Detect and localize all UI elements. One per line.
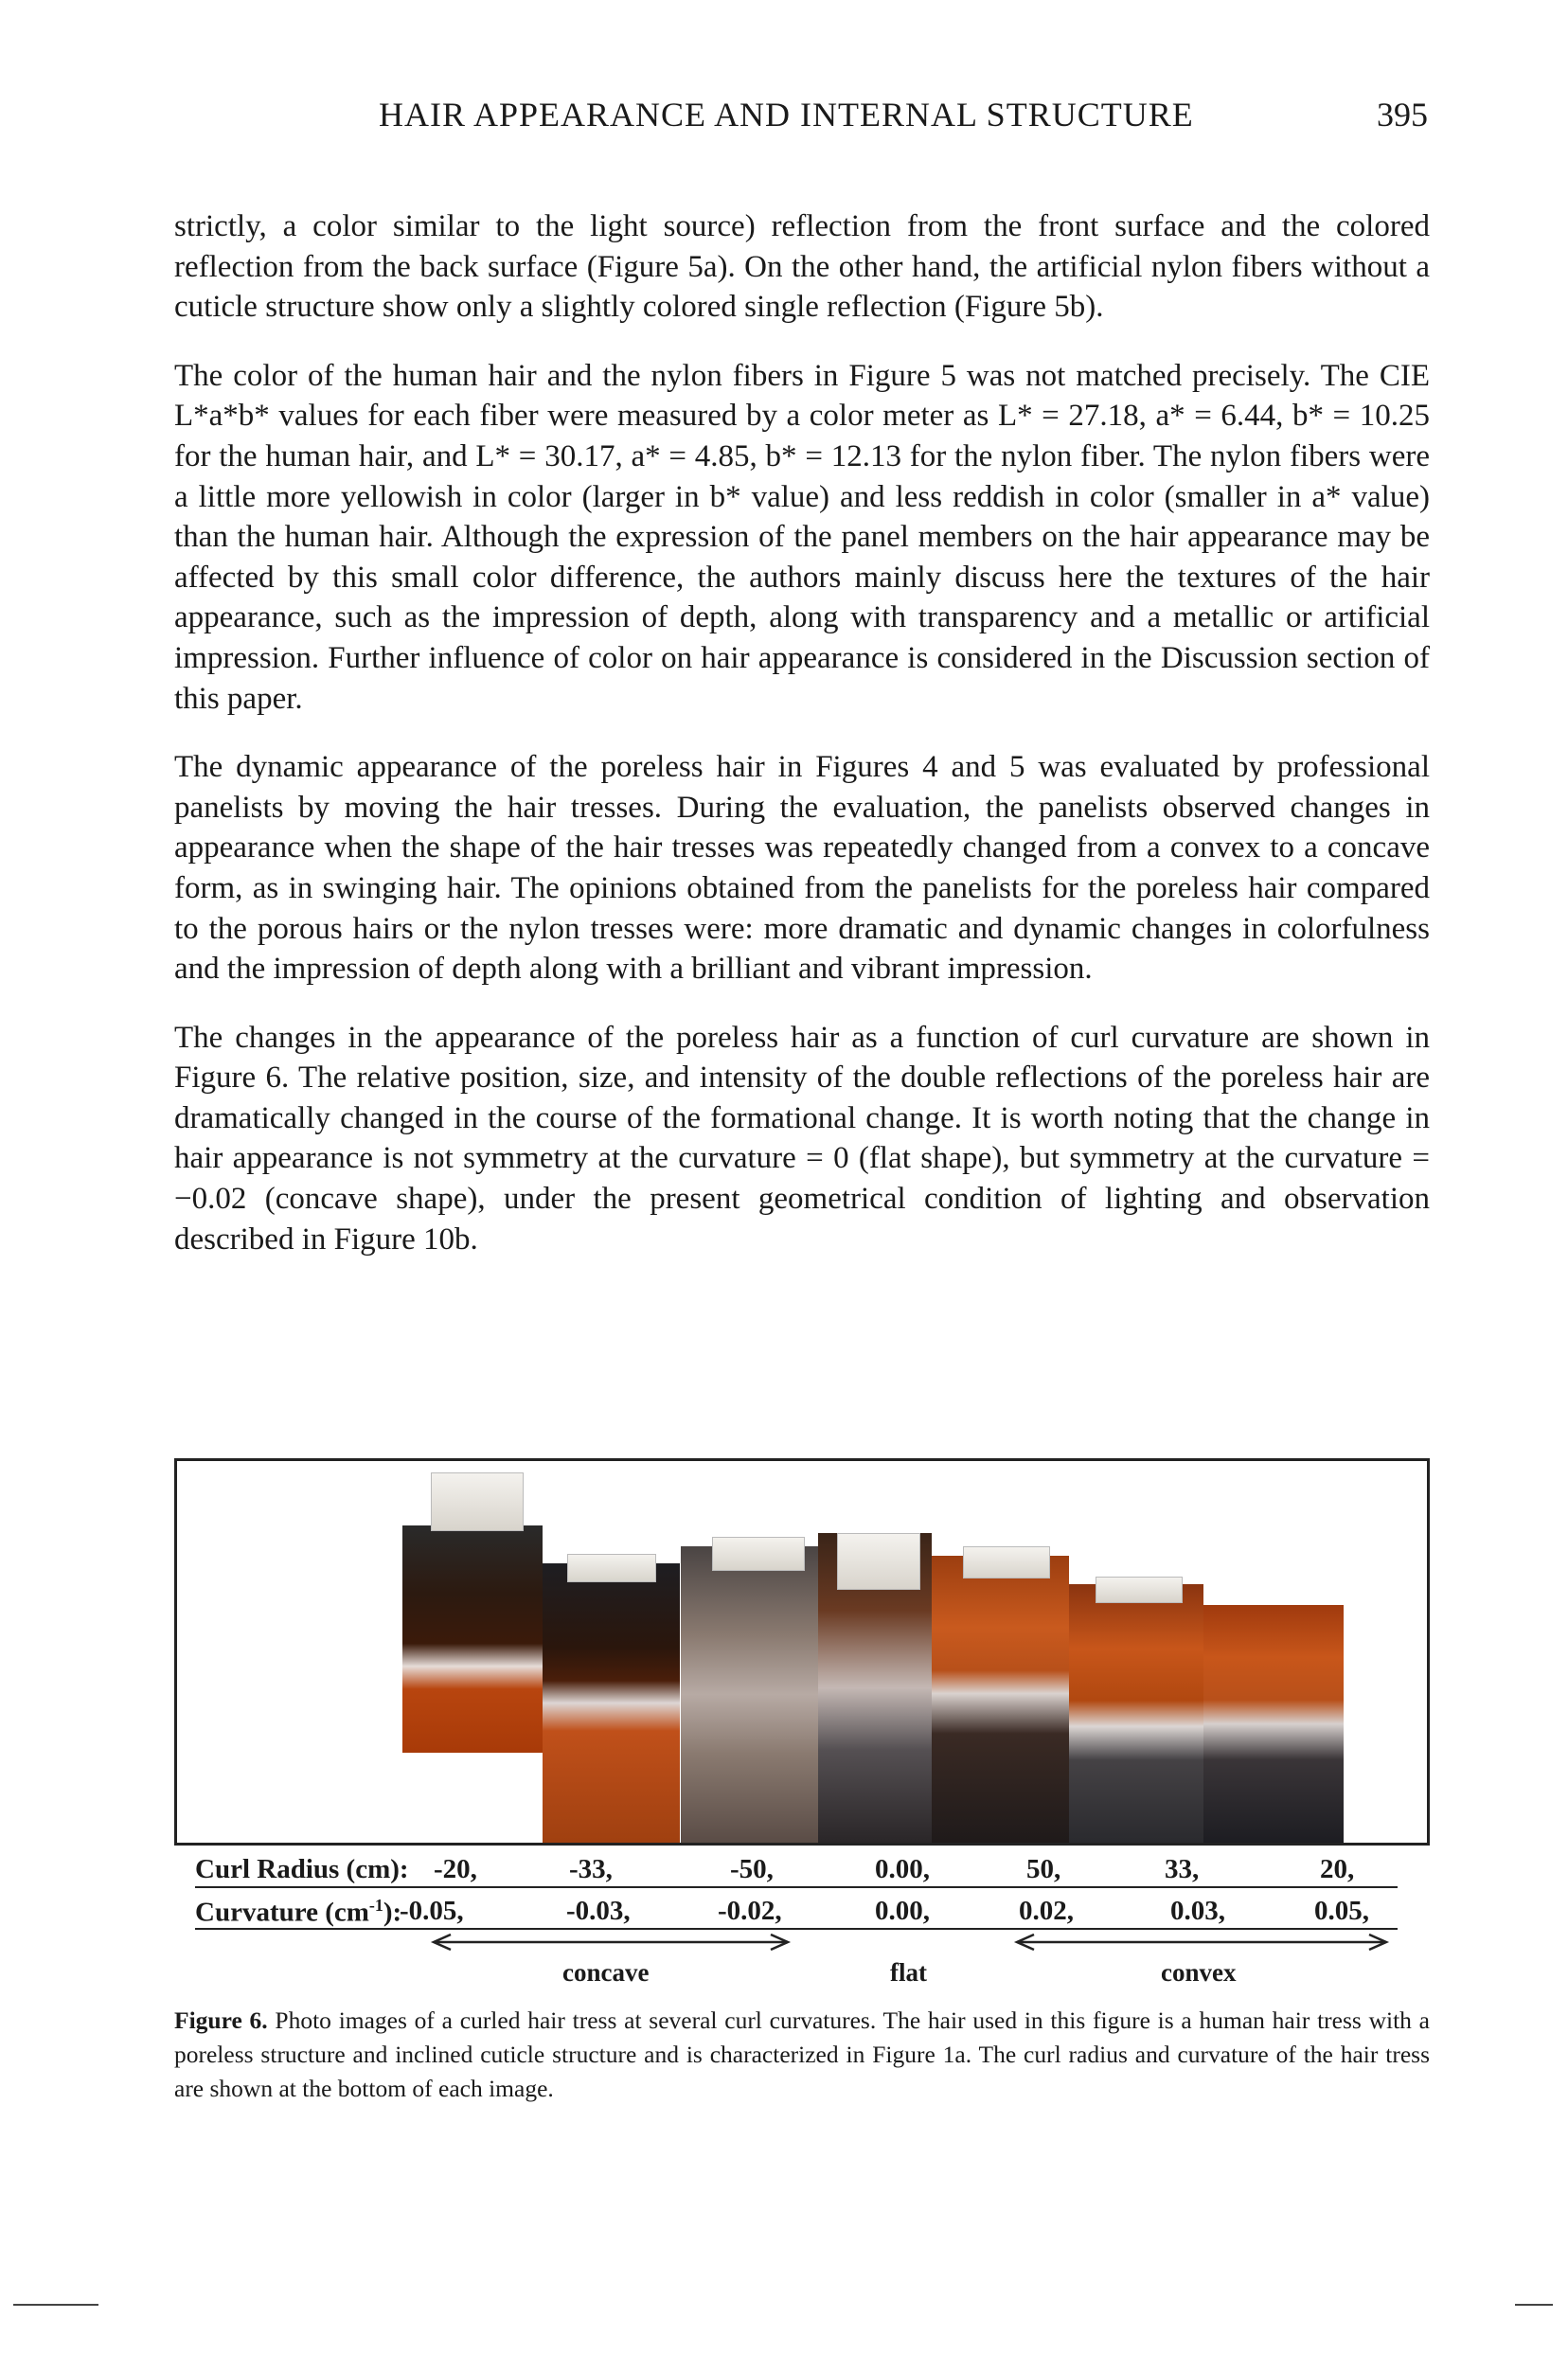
curvature-label-suffix: ): [383, 1897, 402, 1928]
curvature-label-sup: -1 [368, 1896, 383, 1915]
tress-label-card [963, 1546, 1050, 1578]
paragraph-4: The changes in the appearance of the poreless hair as a function of curl curvature are shown in Figure 6. The relative position, size, and intensity of the double reflections of the poreless hair are dramatically changed in the course of the formational change. It is worth noting that the change in hair appearance is not symmetry at the curvature = 0 (flat shape), but symmetry at the curvature = −0.02 (concave shape), under the present geometrical condition of lighting and observation described in Figure 10b. [174, 1020, 1430, 1257]
radius-value: 0.00, [875, 1854, 930, 1884]
radius-value: 50, [1026, 1854, 1061, 1884]
direction-arrows [186, 1854, 1417, 1958]
concave-label: concave [562, 1958, 650, 1987]
hair-tress-photo [543, 1563, 680, 1843]
radius-value: 33, [1165, 1854, 1200, 1884]
convex-label: convex [1161, 1958, 1237, 1987]
footer-rule-right [1515, 2304, 1553, 2306]
tress-label-card [431, 1472, 524, 1531]
curvature-value: -0.03, [566, 1896, 631, 1926]
curvature-value: -0.02, [718, 1896, 782, 1926]
concave-arrow [434, 1935, 788, 1950]
radius-value: 20, [1320, 1854, 1355, 1884]
flat-label: flat [890, 1958, 927, 1987]
figure-caption [174, 2004, 1430, 2106]
page-number: 395 [1377, 96, 1428, 134]
paragraph-2: The color of the human hair and the nylon fibers in Figure 5 was not matched precisely. The CIE L*a*b* values for each fiber were measured by a color meter as L* = 27.18, a* = 6.44, b* = 10.25 for the human hair, and L* = 30.17, a* = 4.85, b* = 12.13 for the nylon fiber. The nylon fibers were a little more yellowish in color (larger in b* value) and less reddish in color (smaller in a* value) than the human hair. Although the expression of the panel members on the hair appearance may be affected by this small color difference, the authors mainly discuss here the textures of the hair appearance, such as the impression of depth, along with transparency and a metallic or artificial impression. Further influence of color on hair appearance is considered in the Discussion section of this paper. [174, 358, 1430, 716]
radius-value: -50, [730, 1854, 774, 1884]
hair-tress-photo [932, 1556, 1069, 1843]
footer-rule-left [13, 2304, 98, 2306]
tress-label-card [567, 1554, 656, 1582]
curvature-value: -0.05, [400, 1896, 464, 1926]
radius-value: -33, [569, 1854, 613, 1884]
tress-label-card [837, 1533, 920, 1590]
caption-text: Photo images of a curled hair tress at several curl curvatures. The hair used in this figure is a human hair tress with a poreless structure and inclined cuticle structure and is characterized in Figure 1a. The curl radius and curvature of the hair tress are shown at the bottom of each image. [174, 2006, 1430, 2102]
tress-label-card [712, 1537, 805, 1571]
running-header [0, 95, 1568, 152]
hair-tress-photo [402, 1525, 543, 1753]
curvature-label-prefix: Curvature (cm [195, 1897, 369, 1928]
body-text [174, 206, 1430, 1288]
curvature-scale [186, 1854, 1417, 1996]
caption-label: Figure 6. [174, 2006, 268, 2034]
curvature-value: 0.03, [1170, 1896, 1225, 1926]
curvature-value: 0.05, [1314, 1896, 1369, 1926]
paragraph-3: The dynamic appearance of the poreless hair in Figures 4 and 5 was evaluated by professional panelists by moving the hair tresses. During the evaluation, the panelists observed changes in appearance when the shape of the hair tresses was repeatedly changed from a convex to a concave form, as in swinging hair. The opinions obtained from the panelists for the poreless hair compared to the porous hairs or the nylon tresses were: more dramatic and dynamic changes in colorfulness and the impression of depth along with a brilliant and vibrant impression. [174, 750, 1430, 987]
curvature-value: 0.00, [875, 1896, 930, 1926]
running-title: HAIR APPEARANCE AND INTERNAL STRUCTURE [379, 96, 1194, 134]
radius-value: -20, [434, 1854, 477, 1884]
radius-label: Curl Radius (cm): [195, 1854, 409, 1884]
convex-arrow [1017, 1935, 1386, 1950]
hair-tress-photo [1203, 1605, 1344, 1843]
paragraph-1: strictly, a color similar to the light source) reflection from the front surface and the colored reflection from the back surface (Figure 5a). On the other hand, the artificial nylon fibers without a cuticle structure show only a slightly colored single reflection (Figure 5b). [174, 209, 1430, 325]
tress-label-card [1096, 1577, 1183, 1603]
figure-6-photo-panel [174, 1458, 1430, 1846]
hair-tress-photo [1069, 1584, 1203, 1843]
shape-row [186, 1958, 1417, 1990]
hair-tress-photo [681, 1546, 818, 1843]
curvature-value: 0.02, [1019, 1896, 1074, 1926]
